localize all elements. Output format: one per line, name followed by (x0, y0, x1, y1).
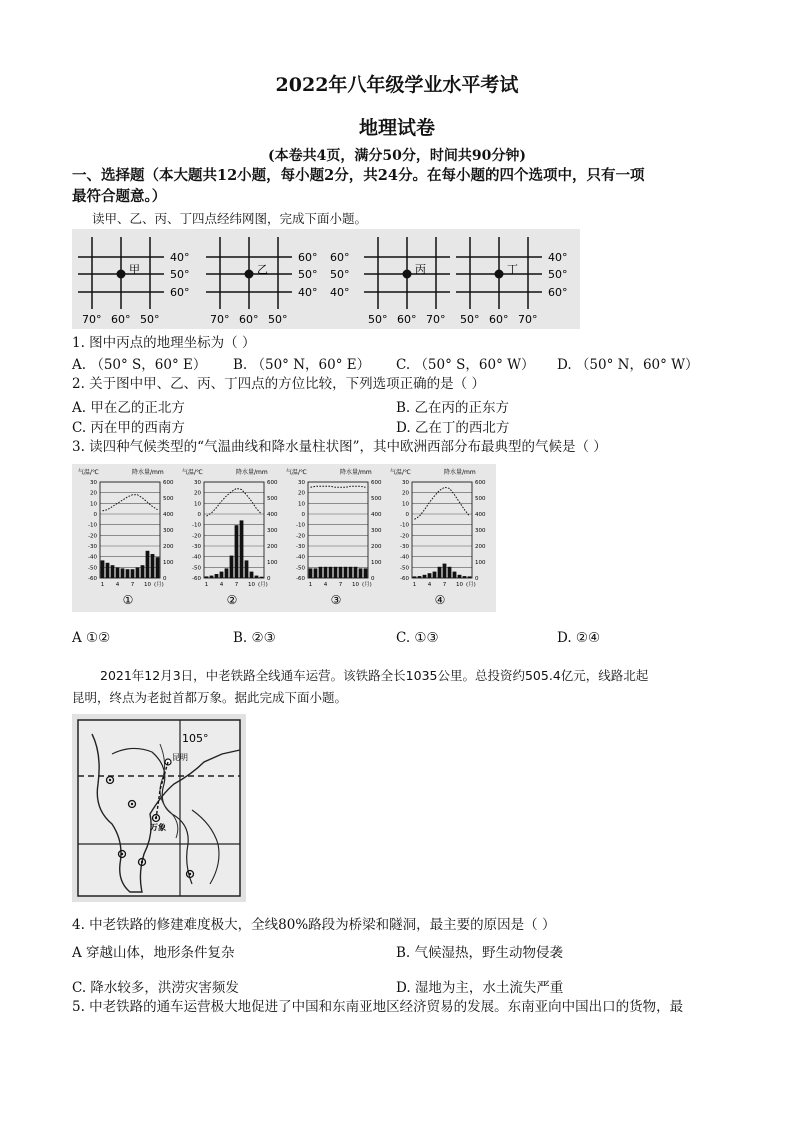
month-unit: (月) (466, 582, 476, 588)
grid-lon-label: 50° (268, 313, 288, 326)
temp-tick: 10 (90, 501, 97, 508)
climate-chart-4 (390, 468, 486, 607)
precip-bar (106, 563, 110, 578)
kunming-label: 昆明 (172, 753, 188, 762)
precip-bar (438, 567, 442, 578)
q2-option-b[interactable]: B. 乙在丙的正东方 (396, 400, 510, 416)
temp-tick: 30 (402, 480, 409, 486)
q1-option-c[interactable]: C. （50° S，60° W） (396, 357, 535, 373)
month-unit: (月) (258, 582, 268, 588)
temp-tick: -20 (192, 533, 201, 540)
exam-subject: 地理试卷 (358, 117, 435, 139)
precip-bar (428, 573, 432, 578)
precip-bar (205, 576, 209, 578)
q1-option-d[interactable]: D. （50° N，60° W） (557, 357, 699, 373)
precip-tick: 300 (371, 528, 382, 534)
precip-bar (463, 576, 467, 578)
precip-bar (121, 568, 125, 578)
month-unit: (月) (362, 582, 372, 588)
temp-tick: -50 (88, 565, 97, 572)
precip-bar (240, 520, 244, 578)
precip-bar (324, 567, 328, 578)
month-tick: 7 (234, 582, 239, 588)
grid-lon-label: 50° (368, 313, 388, 326)
precip-tick: 600 (371, 480, 382, 486)
grid-lon-label: 70° (518, 313, 538, 326)
precip-tick: 0 (475, 576, 479, 582)
precip-bar (245, 560, 249, 578)
temp-tick: -20 (296, 533, 305, 540)
temp-tick: 20 (402, 490, 409, 497)
temp-tick: 0 (301, 512, 305, 518)
precip-tick: 200 (267, 544, 278, 550)
grid-lon-label: 70° (426, 313, 446, 326)
month-tick: 1 (100, 582, 105, 588)
precip-bar (235, 525, 239, 578)
grid-point-label-4: 丁 (507, 263, 518, 276)
temp-tick: -30 (400, 544, 409, 550)
grid-lat-label: 40° (170, 251, 190, 264)
precip-tick: 200 (163, 544, 174, 550)
grid-lon-label: 70° (210, 313, 230, 326)
latlon-grid-svg (72, 229, 580, 329)
grid-lon-label: 60° (239, 313, 259, 326)
precip-bar (433, 572, 437, 578)
precip-bar (334, 567, 338, 578)
grid-point-1 (117, 270, 126, 279)
precip-bar (314, 568, 318, 578)
precip-bar (319, 567, 323, 578)
temp-tick: -40 (192, 554, 201, 561)
q1-option-a[interactable]: A. （50° S，60° E） (72, 357, 207, 373)
precip-bar (443, 564, 447, 578)
precip-tick: 600 (163, 480, 174, 486)
climate-chart-3 (286, 468, 382, 607)
precip-bar (215, 574, 219, 578)
section-heading-line1: 一、选择题（本大题共12小题，每小题2分，共24分。在每小题的四个选项中，只有一项 (72, 167, 645, 184)
precip-bar (418, 576, 422, 578)
temp-tick: -50 (192, 565, 201, 572)
grid-lat-label: 60° (330, 251, 350, 264)
grid-lat-label: 60° (548, 286, 568, 299)
precip-bar (111, 565, 115, 578)
grid-lat-label: 60° (170, 286, 190, 299)
grid-lon-label: 50° (140, 313, 160, 326)
grid-lat-label: 50° (298, 268, 318, 281)
month-tick: 10 (144, 582, 151, 588)
precip-tick: 200 (371, 544, 382, 550)
precip-tick: 0 (371, 576, 375, 582)
grid-lat-label: 50° (548, 268, 568, 281)
precip-bar (126, 569, 130, 578)
precip-tick: 100 (163, 560, 174, 566)
latlon-grid-figure (72, 229, 580, 329)
precip-bar (344, 567, 348, 578)
month-tick: 1 (204, 582, 209, 588)
meridian-label: 105° (182, 732, 209, 745)
month-tick: 7 (130, 582, 135, 588)
precip-bar (210, 576, 214, 578)
precip-tick: 400 (267, 512, 278, 518)
precip-tick: 500 (371, 496, 382, 502)
temp-tick: -30 (192, 544, 201, 550)
q4-stem: 4. 中老铁路的修建难度极大，全线80%路段为桥梁和隧洞，最主要的原因是（ ） (72, 917, 556, 933)
passage-line2: 昆明，终点为老挝首都万象。据此完成下面小题。 (72, 690, 348, 705)
precip-bar (151, 554, 155, 578)
climate-panel-label: ③ (330, 593, 342, 607)
temp-tick: 0 (93, 512, 97, 518)
temp-curve (311, 486, 366, 487)
month-tick: 10 (456, 582, 463, 588)
temp-curve (103, 495, 158, 511)
grid-lon-label: 70° (82, 313, 102, 326)
q1-option-b[interactable]: B. （50° N，60° E） (233, 357, 371, 373)
precip-tick: 400 (475, 512, 486, 518)
temp-tick: -10 (296, 522, 305, 529)
temp-tick: -60 (400, 576, 409, 582)
temp-tick: -60 (88, 576, 97, 582)
vientiane-label: 万象 (150, 823, 166, 832)
grid-panel-2 (206, 237, 318, 326)
grid-point-3 (403, 270, 412, 279)
precip-tick: 300 (475, 528, 486, 534)
q3-option-a[interactable]: A ①② (72, 630, 111, 646)
precip-bar (468, 576, 472, 578)
q4-option-a[interactable]: A 穿越山体，地形条件复杂 (72, 945, 235, 961)
precip-bar (141, 565, 145, 578)
precip-tick: 100 (475, 560, 486, 566)
passage-line1: 2021年12月3日，中老铁路全线通车运营。该铁路全长1035公里。总投资约505.4亿元，线路北起 (100, 668, 649, 683)
temp-tick: -60 (296, 576, 305, 582)
temp-tick: 0 (197, 512, 201, 518)
precip-tick: 200 (475, 544, 486, 550)
precip-tick: 500 (267, 496, 278, 502)
temp-tick: -10 (192, 522, 201, 529)
precip-tick: 100 (267, 560, 278, 566)
precip-tick: 400 (371, 512, 382, 518)
grid-lon-label: 50° (460, 313, 480, 326)
temp-tick: 20 (298, 490, 305, 497)
q3-option-c[interactable]: C. ①③ (396, 630, 439, 646)
grid-lon-label: 60° (111, 313, 131, 326)
month-tick: 7 (442, 582, 447, 588)
month-tick: 4 (323, 582, 328, 588)
precip-bar (458, 575, 462, 578)
temp-tick: -10 (400, 522, 409, 529)
grid-point-2 (245, 270, 254, 279)
grid-panel-3 (330, 237, 450, 326)
q4-option-b[interactable]: B. 气候湿热，野生动物侵袭 (396, 945, 564, 961)
precip-bar (349, 567, 353, 578)
railway-map-figure (72, 714, 246, 902)
temp-tick: 10 (298, 501, 305, 508)
month-tick: 1 (308, 582, 313, 588)
grid-lat-label: 40° (298, 286, 318, 299)
temp-tick: -20 (400, 533, 409, 540)
precip-bar (101, 560, 105, 578)
precip-bar (260, 577, 264, 578)
exam-note: (本卷共4页，满分50分，时间共90分钟) (268, 148, 526, 164)
q1-stem: 1. 图中丙点的地理坐标为（ ） (72, 335, 256, 351)
month-tick: 4 (115, 582, 120, 588)
precip-tick: 500 (163, 496, 174, 502)
q4-option-c[interactable]: C. 降水较多，洪涝灾害频发 (72, 980, 239, 996)
temp-tick: 10 (194, 501, 201, 508)
grid-panel-4 (456, 237, 568, 326)
month-tick: 10 (352, 582, 359, 588)
precip-tick: 500 (475, 496, 486, 502)
precip-bar (156, 557, 160, 578)
climate-chart-1 (78, 468, 174, 607)
precip-bar (255, 576, 259, 578)
precip-bar (230, 556, 234, 578)
precip-bar (413, 576, 417, 578)
climate-charts-figure (72, 464, 496, 612)
climate-charts-svg (72, 464, 496, 612)
month-tick: 4 (427, 582, 432, 588)
precip-bar (131, 569, 135, 578)
precip-bar (364, 568, 368, 578)
temp-axis-label: 气温/℃ (286, 469, 307, 476)
precip-tick: 600 (475, 480, 486, 486)
temp-axis-label: 气温/℃ (390, 469, 411, 476)
temp-tick: -50 (296, 565, 305, 572)
precip-axis-label: 降水量/mm (236, 469, 268, 476)
grid-lat-label: 50° (170, 268, 190, 281)
precip-tick: 0 (163, 576, 167, 582)
grid-lat-label: 40° (330, 286, 350, 299)
precip-tick: 400 (163, 512, 174, 518)
month-tick: 7 (338, 582, 343, 588)
month-tick: 4 (219, 582, 224, 588)
temp-tick: -40 (88, 554, 97, 561)
precip-tick: 300 (163, 528, 174, 534)
q3-stem: 3. 读四种气候类型的“气温曲线和降水量柱状图”，其中欧洲西部分布最典型的气候是（ ） (72, 439, 607, 455)
grid-point-4 (495, 270, 504, 279)
temp-tick: 30 (298, 480, 305, 486)
temp-tick: 10 (402, 501, 409, 508)
q3-option-b[interactable]: B. ②③ (233, 630, 276, 646)
q5-stem: 5. 中老铁路的通车运营极大地促进了中国和东南亚地区经济贸易的发展。东南亚向中国出口的货物，最 (72, 999, 684, 1015)
grid-lat-label: 60° (298, 251, 318, 264)
temp-tick: -60 (192, 576, 201, 582)
temp-tick: 30 (90, 480, 97, 486)
temp-tick: 20 (90, 490, 97, 497)
temp-axis-label: 气温/℃ (182, 469, 203, 476)
precip-tick: 600 (267, 480, 278, 486)
section-heading-line2: 最符合题意。） (72, 188, 167, 205)
temp-tick: 20 (194, 490, 201, 497)
month-unit: (月) (154, 582, 164, 588)
precip-tick: 300 (267, 528, 278, 534)
precip-bar (359, 568, 363, 578)
railway-map-svg (72, 714, 246, 902)
temp-tick: -20 (88, 533, 97, 540)
precip-bar (250, 572, 254, 578)
precip-bar (309, 568, 313, 578)
precip-bar (225, 568, 229, 578)
temp-tick: -40 (296, 554, 305, 561)
climate-panel-label: ① (122, 593, 134, 607)
precip-bar (453, 572, 457, 578)
grid-point-label-2: 乙 (257, 263, 268, 276)
precip-bar (448, 567, 452, 578)
grid-lat-label: 50° (330, 268, 350, 281)
grid-lon-label: 60° (397, 313, 417, 326)
precip-bar (136, 568, 140, 578)
q3-option-d[interactable]: D. ②④ (557, 630, 601, 646)
precip-axis-label: 降水量/mm (132, 469, 164, 476)
q2-stem: 2. 关于图中甲、乙、丙、丁四点的方位比较，下列选项正确的是（ ） (72, 376, 485, 392)
precip-bar (329, 567, 333, 578)
precip-bar (220, 572, 224, 578)
month-tick: 10 (248, 582, 255, 588)
temp-axis-label: 气温/℃ (78, 469, 99, 476)
temp-tick: -10 (88, 522, 97, 529)
precip-axis-label: 降水量/mm (340, 469, 372, 476)
precip-bar (423, 575, 427, 578)
climate-panel-label: ② (226, 593, 238, 607)
temp-tick: -30 (296, 544, 305, 550)
grid-lon-label: 60° (489, 313, 509, 326)
precip-bar (354, 567, 358, 578)
temp-tick: 30 (194, 480, 201, 486)
climate-chart-2 (182, 468, 278, 607)
grid-point-label-1: 甲 (129, 263, 140, 276)
temp-tick: 0 (405, 512, 409, 518)
temp-tick: -40 (400, 554, 409, 561)
grid-lat-label: 40° (548, 251, 568, 264)
q2-option-d[interactable]: D. 乙在丁的西北方 (396, 420, 510, 436)
climate-panel-label: ④ (434, 593, 446, 607)
temp-tick: -50 (400, 565, 409, 572)
precip-bar (116, 568, 120, 578)
q4-option-d[interactable]: D. 湿地为主，水土流失严重 (396, 980, 564, 996)
exam-title: 2022年八年级学业水平考试 (275, 74, 519, 96)
month-tick: 1 (412, 582, 417, 588)
precip-tick: 100 (371, 560, 382, 566)
precip-tick: 0 (267, 576, 271, 582)
precip-bar (146, 551, 150, 578)
precip-bar (339, 567, 343, 578)
grid-point-label-3: 丙 (415, 263, 426, 276)
q2-option-c[interactable]: C. 丙在甲的西南方 (72, 420, 185, 436)
grid-panel-1 (78, 237, 190, 326)
q2-option-a[interactable]: A. 甲在乙的正北方 (72, 400, 185, 416)
precip-axis-label: 降水量/mm (444, 469, 476, 476)
temp-tick: -30 (88, 544, 97, 550)
section-intro: 读甲、乙、丙、丁四点经纬网图，完成下面小题。 (92, 211, 368, 226)
